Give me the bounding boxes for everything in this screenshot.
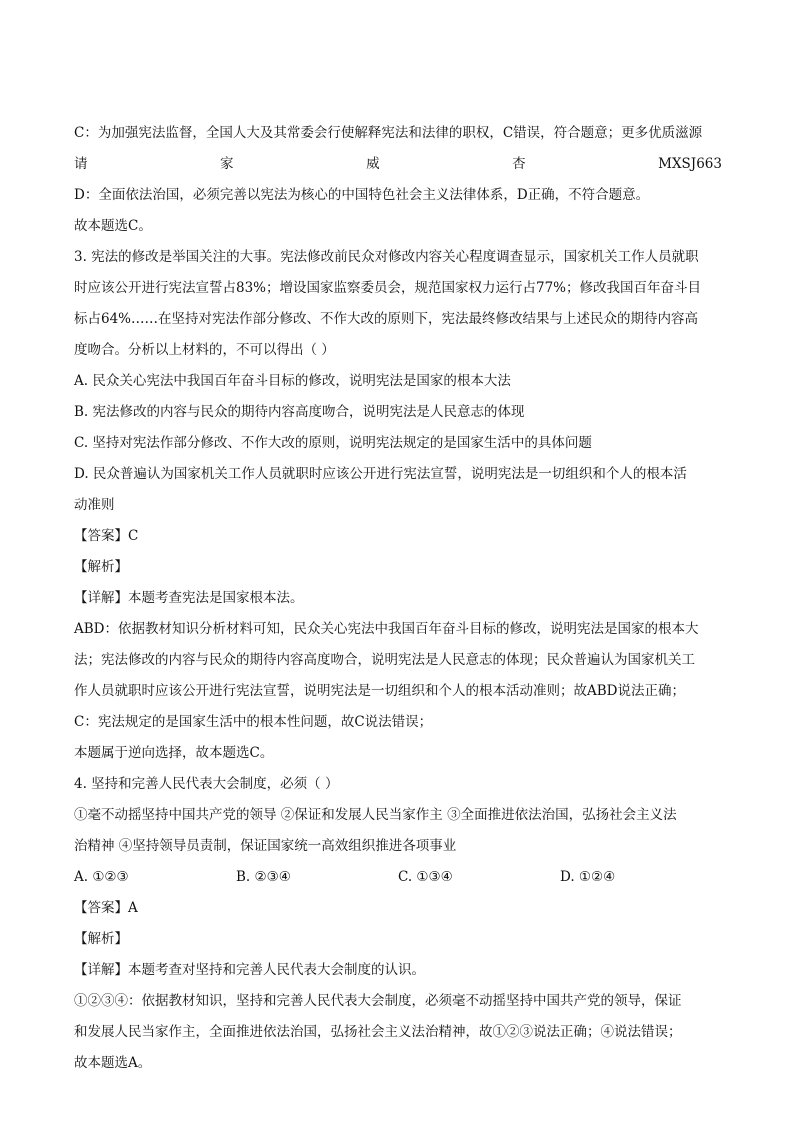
- q3-detail-line: 作人员就职时应该公开进行宪法宣誓，说明宪法是一切组织和个人的根本活动准则；故ABD说法正确；: [74, 683, 685, 699]
- q4-options: [74, 862, 722, 893]
- q4-analysis-label: 【解析】: [74, 931, 128, 947]
- q3-option-d-cont: 动准则: [74, 497, 115, 513]
- q3-detail-line: 【详解】本题考查宪法是国家根本法。: [74, 590, 304, 606]
- watermark-code: MXSJ663: [658, 156, 722, 172]
- answer-value: C: [128, 528, 139, 544]
- watermark-char: 请: [74, 156, 88, 172]
- answer-label: 【答案】: [74, 900, 128, 916]
- q3-option-a: A. 民众关心宪法中我国百年奋斗目标的修改，说明宪法是国家的根本大法: [74, 373, 511, 389]
- q3-detail-line: 法；宪法修改的内容与民众的期待内容高度吻合，说明宪法是人民意志的体现；民众普遍认为国家机关工: [74, 652, 695, 668]
- prev-option-c-explanation: C：为加强宪法监督，全国人大及其常委会行使解释宪法和法律的职权，C错误，符合题意；更多优质滋源: [74, 125, 703, 141]
- q4-detail-line: ①②③④：依据教材知识，坚持和完善人民代表大会制度，必须毫不动摇坚持中国共产党的领导，保证: [74, 993, 682, 1009]
- watermark-line: [74, 149, 722, 180]
- q3-analysis-label: 【解析】: [74, 559, 128, 575]
- q3-detail-line: C：宪法规定的是国家生活中的根本性问题，故C说法错误；: [74, 714, 433, 730]
- q3-answer: [74, 521, 722, 552]
- q3-stem-line: 度吻合。分析以上材料的，不可以得出（ ）: [74, 342, 335, 358]
- q4-detail-line: 和发展人民当家作主，全面推进依法治国，弘扬社会主义法治精神，故①②③说法正确；④说法错误；: [74, 1024, 682, 1040]
- q4-option-d: D. ①②④: [560, 869, 616, 885]
- q3-stem-line: 3. 宪法的修改是举国关注的大事。宪法修改前民众对修改内容关心程度调查显示，国家机关工作人员就职: [74, 249, 699, 265]
- q3-option-c: C. 坚持对宪法作部分修改、不作大改的原则，说明宪法规定的是国家生活中的具体问题: [74, 435, 592, 451]
- q3-option-d: D. 民众普遍认为国家机关工作人员就职时应该公开进行宪法宣誓，说明宪法是一切组织和个人的根本活: [74, 466, 687, 482]
- answer-value: A: [128, 900, 138, 916]
- watermark-char: 杏: [512, 156, 526, 172]
- prev-conclusion: 故本题选C。: [74, 218, 152, 234]
- q4-detail-line: 【详解】本题考查对坚持和完善人民代表大会制度的认识。: [74, 962, 425, 978]
- q3-detail-line: ABD：依据教材知识分析材料可知，民众关心宪法中我国百年奋斗目标的修改，说明宪法是国家的根本大: [74, 621, 699, 637]
- prev-option-d-explanation: D：全面依法治国，必须完善以宪法为核心的中国特色社会主义法律体系，D正确，不符合题意。: [74, 187, 650, 203]
- q3-stem-line: 标占64%……在坚持对宪法作部分修改、不作大改的原则下，宪法最终修改结果与上述民众的期待内容高: [74, 311, 699, 327]
- q3-detail-line: 本题属于逆向选择，故本题选C。: [74, 745, 274, 761]
- q3-option-b: B. 宪法修改的内容与民众的期待内容高度吻合，说明宪法是人民意志的体现: [74, 404, 525, 420]
- q4-option-b: B. ②③④: [236, 869, 291, 885]
- q3-stem-line: 时应该公开进行宪法宣誓占83%；增设国家监察委员会，规范国家权力运行占77%；修改我国百年奋斗目: [74, 280, 702, 296]
- q4-detail-line: 故本题选A。: [74, 1055, 152, 1071]
- q4-items-line: 治精神 ④坚持领导员责制，保证国家统一高效组织推进各项事业: [74, 838, 457, 854]
- q4-option-c: C. ①③④: [398, 869, 453, 885]
- q4-stem: 4. 坚持和完善人民代表大会制度，必须（ ）: [74, 776, 339, 792]
- document-content: [74, 118, 722, 1079]
- answer-label: 【答案】: [74, 528, 128, 544]
- watermark-char: 威: [366, 156, 380, 172]
- q4-items-line: ①毫不动摇坚持中国共产党的领导 ②保证和发展人民当家作主 ③全面推进依法治国，弘扬社会主义法: [74, 807, 677, 823]
- watermark-char: 家: [220, 156, 234, 172]
- q4-option-a: A. ①②③: [74, 869, 129, 885]
- q4-answer: [74, 893, 722, 924]
